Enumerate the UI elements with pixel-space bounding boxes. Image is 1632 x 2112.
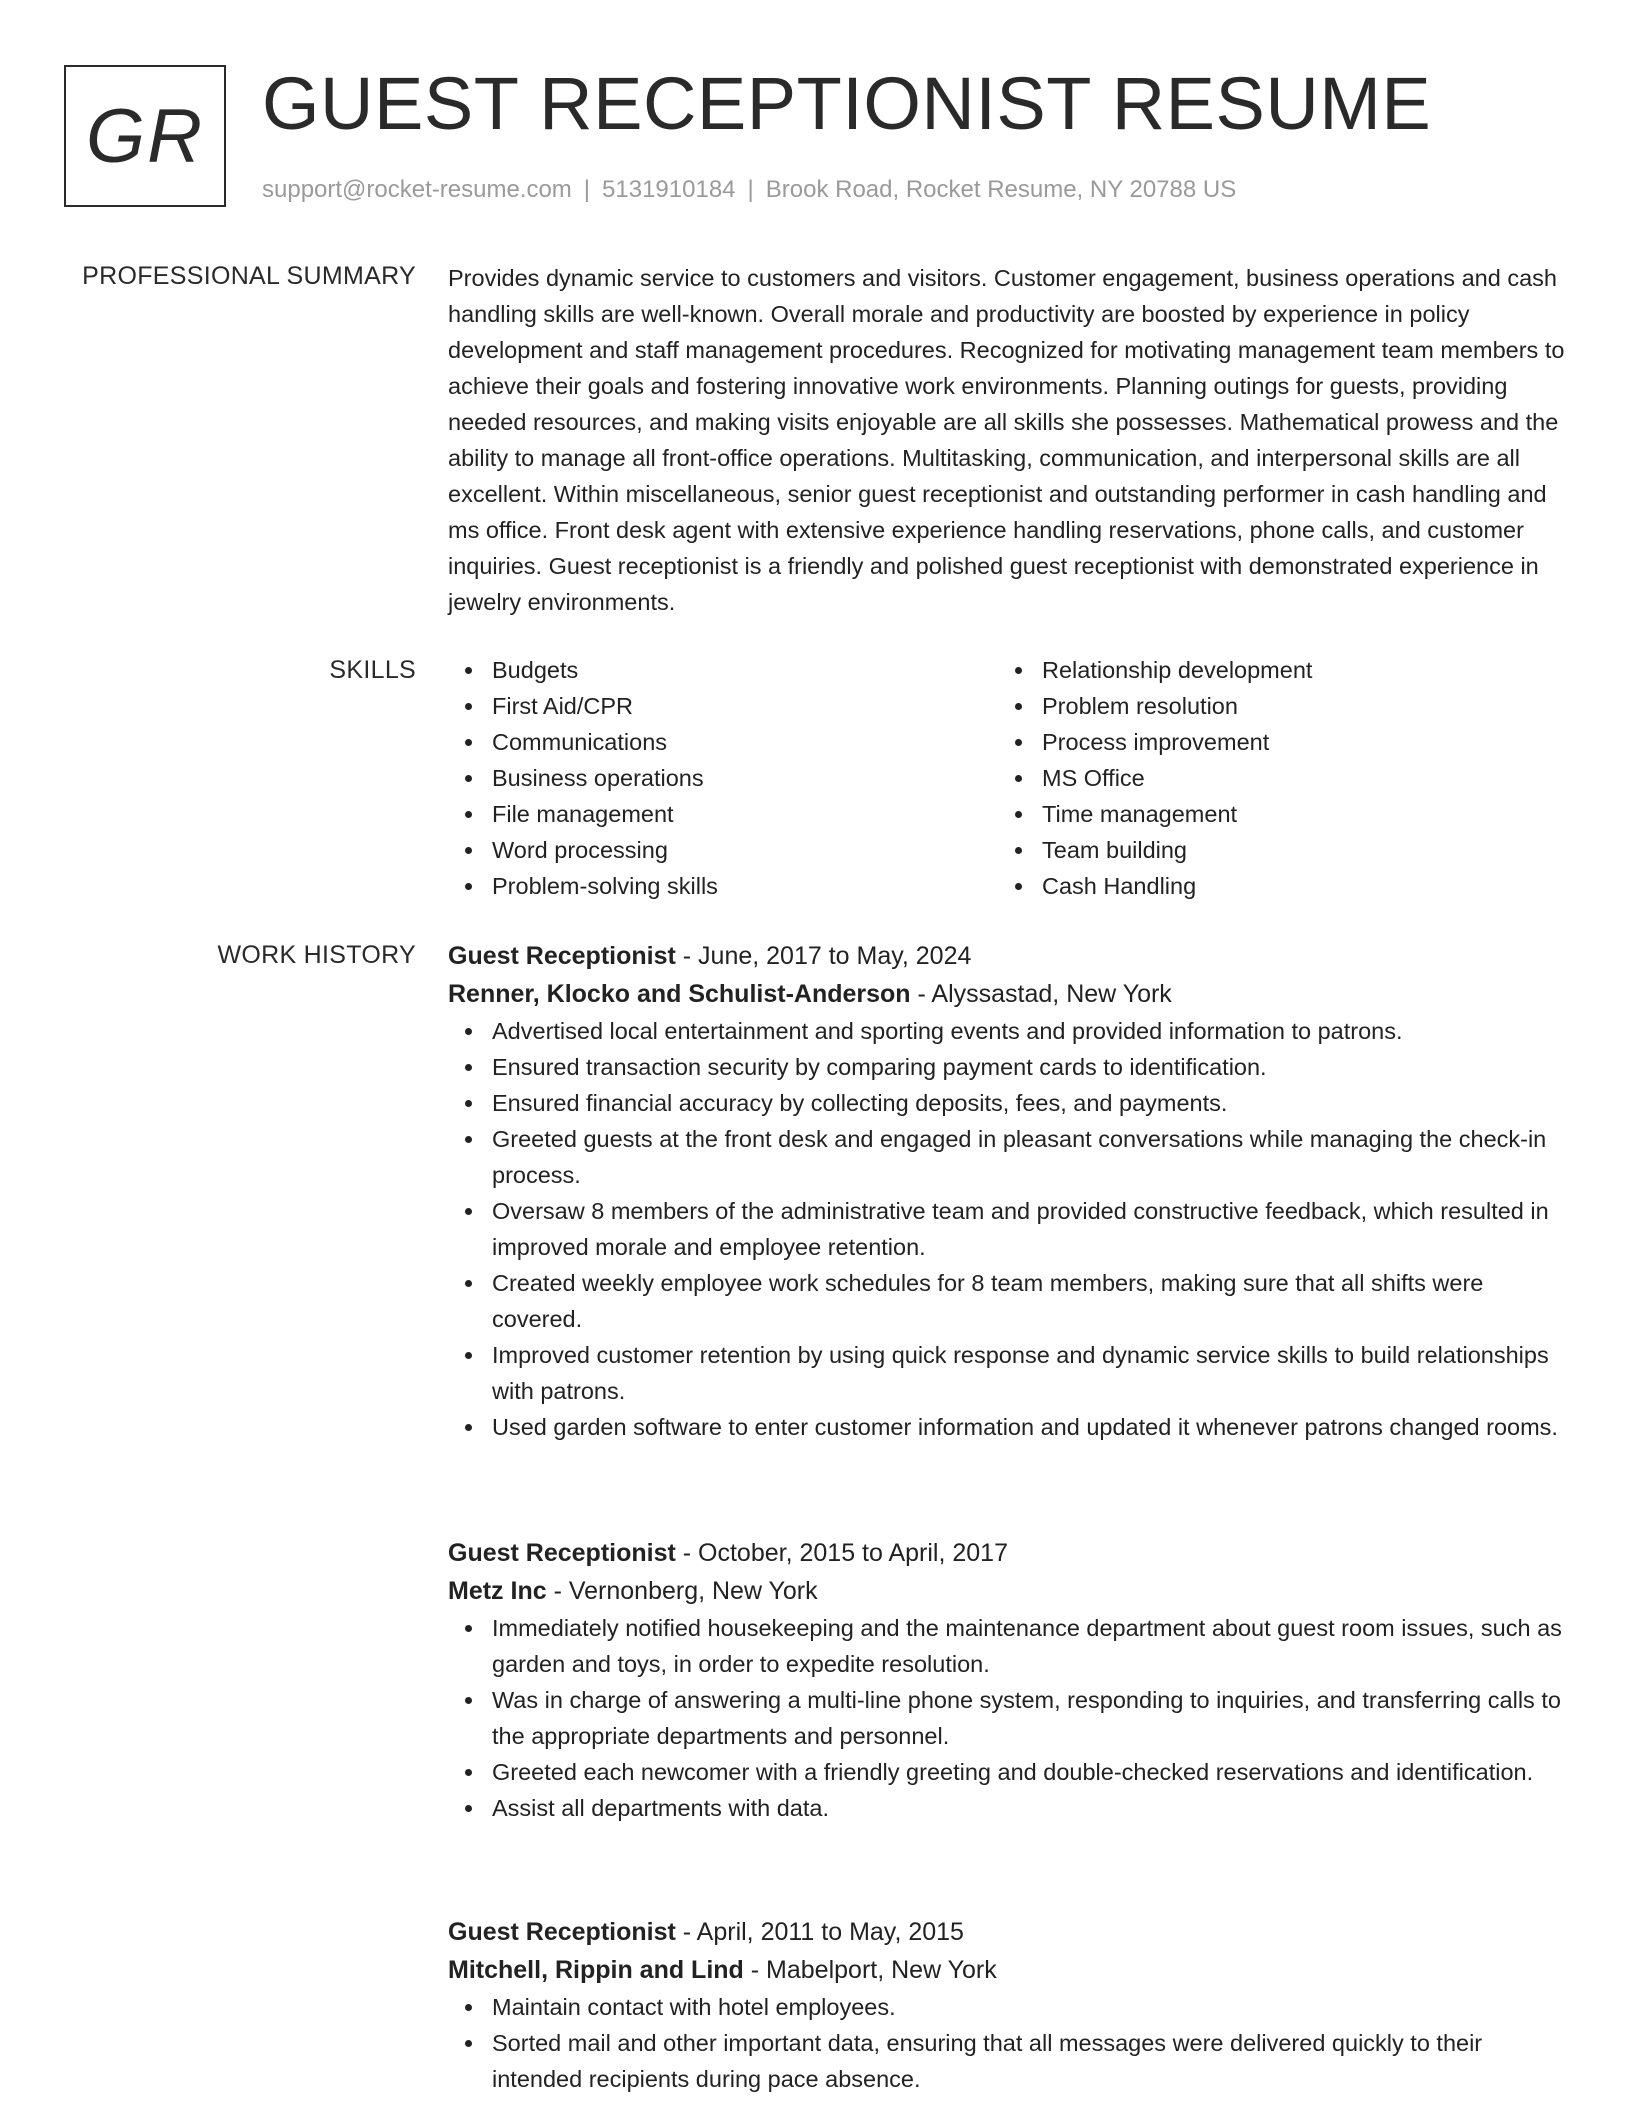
job-title: Guest Receptionist (448, 942, 676, 970)
skill-item: Cash Handling (1042, 868, 1548, 904)
job-bullet: Maintain contact with hotel employees. (492, 1989, 1568, 2025)
job-title-line (448, 1534, 1568, 1572)
skill-item: File management (492, 796, 998, 832)
skills-list (448, 652, 1568, 904)
resume-title: GUEST RECEPTIONIST RESUME (262, 62, 1432, 145)
skill-item: Process improvement (1042, 724, 1548, 760)
job-location: - Vernonberg, New York (546, 1577, 818, 1605)
skill-item: Team building (1042, 832, 1548, 868)
job-dates: - June, 2017 to May, 2024 (675, 942, 972, 970)
skill-item: Communications (492, 724, 998, 760)
skill-item: MS Office (1042, 760, 1548, 796)
job-bullet-list (448, 1013, 1568, 1445)
contact-separator: | (747, 176, 754, 203)
job-bullet: Ensured financial accuracy by collecting deposits, fees, and payments. (492, 1085, 1568, 1121)
skill-item: Problem-solving skills (492, 868, 998, 904)
job-title-line (448, 937, 1568, 975)
skill-item: Time management (1042, 796, 1548, 832)
job-dates: - October, 2015 to April, 2017 (675, 1539, 1008, 1567)
contact-email: support@rocket-resume.com (262, 176, 572, 203)
skill-item: Problem resolution (1042, 688, 1548, 724)
contact-address: Brook Road, Rocket Resume, NY 20788 US (765, 176, 1237, 203)
job-bullet-list (448, 1610, 1568, 1826)
job-bullet-list (448, 1989, 1568, 2097)
monogram-logo: GR (64, 65, 226, 207)
contact-separator: | (583, 176, 591, 203)
skill-item: Budgets (492, 652, 998, 688)
job-bullet: Was in charge of answering a multi-line phone system, responding to inquiries, and transferring calls to the appropriate departments and personnel. (492, 1682, 1568, 1754)
job-title: Guest Receptionist (448, 1539, 676, 1567)
job-company-line (448, 1572, 1568, 1610)
job-bullet: Advertised local entertainment and sporting events and provided information to patrons. (492, 1013, 1568, 1049)
job-location: - Mabelport, New York (743, 1956, 997, 1984)
section-label-skills: SKILLS (329, 656, 416, 684)
job-company-line (448, 975, 1568, 1013)
skills-column-left (448, 652, 998, 904)
job-bullet: Greeted each newcomer with a friendly greeting and double-checked reservations and identification. (492, 1754, 1568, 1790)
contact-line (262, 176, 1236, 204)
skills-column-right (998, 652, 1548, 904)
job-company: Mitchell, Rippin and Lind (448, 1956, 744, 1984)
job-bullet: Assist all departments with data. (492, 1790, 1568, 1826)
job-bullet: Sorted mail and other important data, ensuring that all messages were delivered quickly to their intended recipients during pace absence. (492, 2025, 1568, 2097)
skill-item: Business operations (492, 760, 998, 796)
job-company: Metz Inc (448, 1577, 547, 1605)
job-bullet: Ensured transaction security by comparing payment cards to identification. (492, 1049, 1568, 1085)
section-label-work-history: WORK HISTORY (217, 941, 416, 969)
job-entry (448, 937, 1568, 1445)
job-location: - Alyssastad, New York (910, 980, 1172, 1008)
job-title: Guest Receptionist (448, 1918, 676, 1946)
skill-item: Relationship development (1042, 652, 1548, 688)
job-entry (448, 1534, 1568, 1826)
job-bullet: Greeted guests at the front desk and engaged in pleasant conversations while managing the check-in process. (492, 1121, 1568, 1193)
job-company-line (448, 1951, 1568, 1989)
job-bullet: Immediately notified housekeeping and the maintenance department about guest room issues, such as garden and toys, in order to expedite resolution. (492, 1610, 1568, 1682)
job-company: Renner, Klocko and Schulist-Anderson (448, 980, 911, 1008)
job-bullet: Used garden software to enter customer information and updated it whenever patrons changed rooms. (492, 1409, 1568, 1445)
skill-item: Word processing (492, 832, 998, 868)
job-bullet: Oversaw 8 members of the administrative team and provided constructive feedback, which resulted in improved morale and employee retention. (492, 1193, 1568, 1265)
job-dates: - April, 2011 to May, 2015 (675, 1918, 964, 1946)
summary-text: Provides dynamic service to customers and visitors. Customer engagement, business operations and cash handling skills are well-known. Overall morale and productivity are boosted by experience in policy development and staff management procedures. Recognized for motivating management team members to achieve their goals and fostering innovative work environments. Planning outings for guests, providing needed resources, and making visits enjoyable are all skills she possesses. Mathematical prowess and the ability to manage all front-office operations. Multitasking, communication, and interpersonal skills are all excellent. Within miscellaneous, senior guest receptionist and outstanding performer in cash handling and ms office. Front desk agent with extensive experience handling reservations, phone calls, and customer inquiries. Guest receptionist is a friendly and polished guest receptionist with demonstrated experience in jewelry environments. (448, 265, 1565, 615)
skill-item: First Aid/CPR (492, 688, 998, 724)
job-entry (448, 1913, 1568, 2097)
contact-phone: 5131910184 (602, 176, 736, 203)
job-bullet: Improved customer retention by using quick response and dynamic service skills to build relationships with patrons. (492, 1337, 1568, 1409)
job-bullet: Created weekly employee work schedules for 8 team members, making sure that all shifts were covered. (492, 1265, 1568, 1337)
section-label-summary: PROFESSIONAL SUMMARY (82, 262, 416, 290)
job-title-line (448, 1913, 1568, 1951)
